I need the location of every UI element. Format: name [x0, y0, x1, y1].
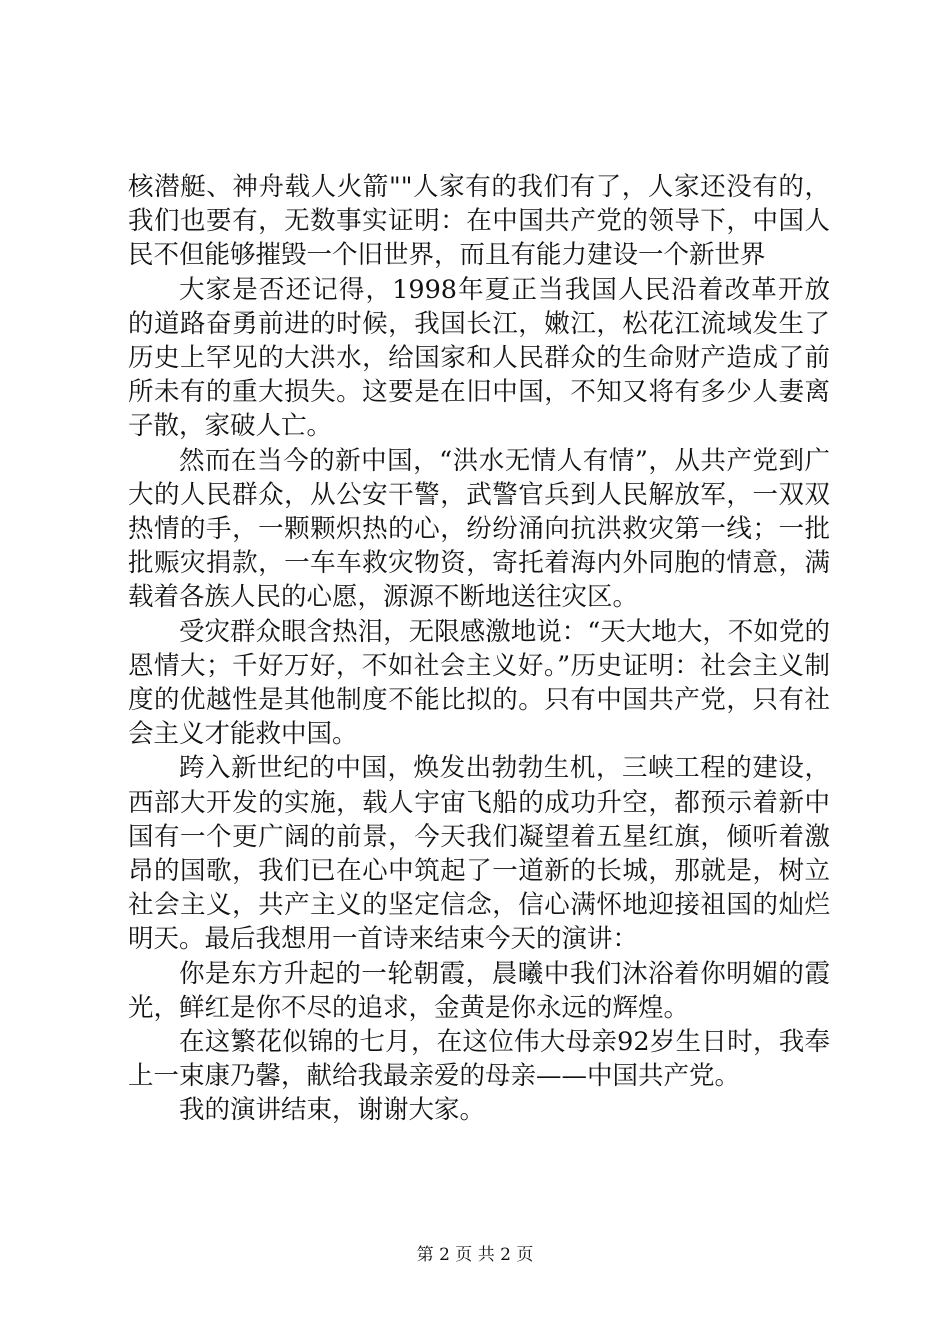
document-body [128, 170, 830, 1128]
paragraph-poem: 你是东方升起的一轮朝霞，晨曦中我们沐浴着你明媚的霞光，鲜红是你不尽的追求，金黄是你永远的辉煌。 [128, 958, 830, 1023]
page-footer: 第 2 页 共 2 页 [416, 1245, 534, 1265]
paragraph-continuation: 核潜艇、神舟载人火箭""人家有的我们有了，人家还没有的，我们也要有，无数事实证明：在中国共产党的领导下，中国人民不但能够摧毁一个旧世界，而且有能力建设一个新世界 [128, 172, 830, 271]
paragraph-new-century: 跨入新世纪的中国，焕发出勃勃生机，三峡工程的建设，西部大开发的实施，载人宇宙飞船的成功升空，都预示着新中国有一个更广阔的前景，今天我们凝望着五星红旗，倾听着激昂的国歌，我们已在心中筑起了一道新的长城，那就是，树立社会主义，共产主义的坚定信念，信心满怀地迎接祖国的灿烂明天。最后我想用一首诗来结束今天的演讲： [128, 753, 830, 955]
paragraph-closing: 我的演讲结束，谢谢大家。 [179, 1095, 486, 1126]
paragraph-gratitude: 受灾群众眼含热泪，无限感激地说：“天大地大，不如党的恩情大；千好万好，不如社会主义好。”历史证明：社会主义制度的优越性是其他制度不能比拟的。只有中国共产党，只有社会主义才能救中国。 [128, 616, 830, 750]
paragraph-1998-flood: 大家是否还记得，1998年夏正当我国人民沿着改革开放的道路奋勇前进的时候，我国长江，嫩江，松花江流域发生了历史上罕见的大洪水，给国家和人民群众的生命财产造成了前所未有的重大损失。这要是在旧中国，不知又将有多少人妻离子散，家破人亡。 [128, 274, 830, 442]
paragraph-flood-relief: 然而在当今的新中国，“洪水无情人有情”，从共产党到广大的人民群众，从公安干警，武警官兵到人民解放军，一双双热情的手，一颗颗炽热的心，纷纷涌向抗洪救灾第一线；一批批赈灾捐款，一车车救灾物资，寄托着海内外同胞的情意，满载着各族人民的心愿，源源不断地送往灾区。 [128, 445, 830, 613]
paragraph-birthday: 在这繁花似锦的七月，在这位伟大母亲92岁生日时，我奉上一束康乃馨，献给我最亲爱的母亲——中国共产党。 [128, 1027, 830, 1092]
